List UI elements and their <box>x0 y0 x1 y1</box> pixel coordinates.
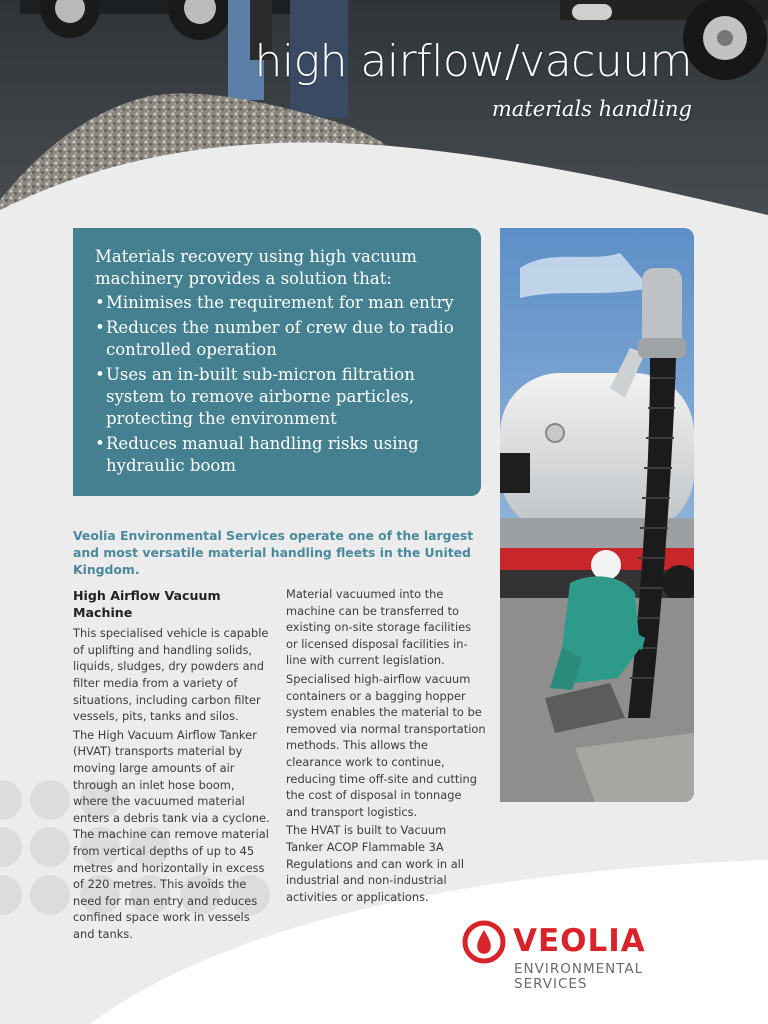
veolia-drop-icon <box>460 920 508 968</box>
page-subtitle: materials handling <box>491 97 692 121</box>
logo-name: VEOLIA <box>513 923 646 959</box>
body-paragraph: Specialised high-airflow vacuum containers or a bagging hopper system enables the material to be removed via normal transportation methods. This allows the clearance work to continue, reducing time off-site and cutting the cost of disposal in tonnage and transport logistics. <box>286 671 486 819</box>
body-paragraph: Material vacuumed into the machine can be transferred to existing on-site storage facilities or licensed disposal facilities in-line with current legislation. <box>286 587 472 668</box>
benefit-item: • Reduces manual handling risks using hydraulic boom <box>95 434 419 475</box>
benefit-item: • Reduces the number of crew due to radio controlled operation <box>95 318 454 359</box>
benefit-item: • Minimises the requirement for man entry <box>95 293 454 312</box>
photo-worker-hose <box>500 228 694 802</box>
vacuum-hose-photo <box>500 228 694 802</box>
bullet-icon: • <box>95 434 105 453</box>
veolia-logo <box>460 920 700 1000</box>
intro-box <box>73 228 481 496</box>
benefit-list <box>95 292 467 477</box>
bullet-icon: • <box>95 293 105 312</box>
bullet-icon: • <box>95 318 105 337</box>
logo-line-1: ENVIRONMENTAL <box>514 961 644 977</box>
body-column-1 <box>73 586 273 944</box>
body-paragraph: The High Vacuum Airflow Tanker (HVAT) transports material by moving large amounts of air through an inlet hose boom, where the vacuumed material enters a debris tank via a cyclone. The machine can remove material from vertical depths of up to 45 metres and horizontally in excess of 220 metres. This avoids the need for man entry and reduces confined space work in vessels and tanks. <box>73 727 270 941</box>
body-paragraph: The HVAT is built to Vacuum Tanker ACOP Flammable 3A Regulations and can work in all industrial and non-industrial activities or applications. <box>286 823 465 904</box>
page-title: high airflow/vacuum <box>254 36 692 87</box>
section-heading: High Airflow Vacuum Machine <box>73 588 221 620</box>
hero-banner <box>0 0 768 240</box>
bullet-icon: • <box>95 365 105 384</box>
benefit-item: • Uses an in-built sub-micron filtration system to remove airborne particles, protecting the environment <box>95 365 415 428</box>
body-paragraph: This specialised vehicle is capable of uplifting and handling solids, liquids, sludges, dry powders and filter media from a variety of situations, including carbon filter vessels, pits, tanks and silos. <box>73 626 269 724</box>
logo-line-2: SERVICES <box>514 976 588 992</box>
lead-paragraph: Veolia Environmental Services operate one of the largest and most versatile material handling fleets in the United Kingdom. <box>73 528 474 577</box>
intro-text: Materials recovery using high vacuum machinery provides a solution that: <box>95 247 417 288</box>
body-column-2 <box>286 586 486 907</box>
